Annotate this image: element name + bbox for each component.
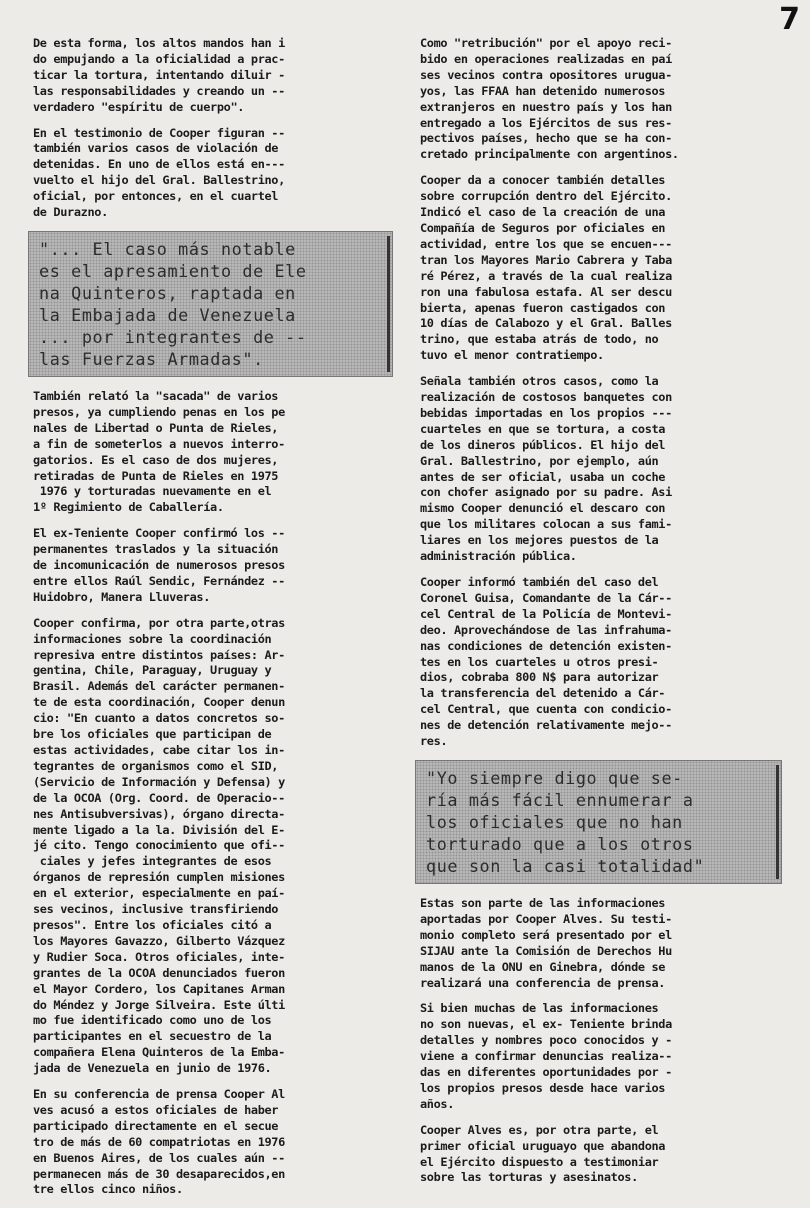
- paragraph-high-command: De esta forma, los altos mandos han i do empujando a la oficialidad a prac- ticar la tortura, intentando diluir - las responsabilidades y creando un -- verdadero "espíritu de cuerpo".: [33, 36, 285, 114]
- quote-bar: [776, 765, 779, 879]
- pull-quote-text: "... El caso más notable es el apresamiento de Ele na Quinteros, raptada en la Embajada de Venezuela ... por integrantes de -- las Fuerzas Armadas".: [39, 238, 307, 369]
- paragraph-transfers: El ex-Teniente Cooper confirmó los -- permanentes traslados y la situación de incomunicación de numerosos presos entre ellos Raúl Sendic, Fernández -- Huidobro, Manera Lluveras.: [33, 526, 285, 604]
- left-column: [33, 36, 393, 1208]
- paragraph-first-officer: Cooper Alves es, por otra parte, el primer oficial uruguayo que abandona el Ejército dispuesto a testimoniar sobre las torturas y asesinatos.: [420, 1122, 666, 1185]
- paragraph-press-conference: En su conferencia de prensa Cooper Al ves acusó a estos oficiales de haber participado directamente en el secue tro de más de 60 compatriotas en 1976 en Buenos Aires, de los cuales aún -- permanecen más de 30 desaparecidos,en tre ellos cinco niños.: [33, 1087, 285, 1197]
- paragraph-sijau: Estas son parte de las informaciones aportadas por Cooper Alves. Su testi- monio completo será presentado por el SIJAU ante la Comisión de Derechos Hu manos de la ONU en Ginebra, dónde se realizará una conferencia de prensa.: [420, 895, 672, 990]
- paragraph-corruption: Cooper da a conocer también detalles sobre corrupción dentro del Ejército. Indicó el caso de la creación de una Compañía de Seguros por oficiales en actividad, entre los que se encuen--- tran los Mayores Mario Cabrera y Taba ré Pérez, a través de la cual realiza ron una fabulosa estafa. Al ser descu bierta, apenas fueron castigados con 10 días de Calabozo y el Gral. Balles trino, que estaba atrás de todo, no tuvo el menor contratiempo.: [420, 173, 672, 363]
- paragraph-banquets: Señala también otros casos, como la realización de costosos banquetes con bebidas importadas en los propios --- cuarteles en que se tortura, a costa de los dineros públicos. El hijo del Gral. Ballestrino, por ejemplo, aún antes de ser oficial, usaba un coche con chofer asignado por su padre. Asi mismo Cooper denunció el descaro con que los militares colocan a sus fami- liares en los mejores puestos de la administración pública.: [420, 374, 672, 564]
- paragraph-violations: En el testimonio de Cooper figuran -- también varios casos de violación de detenidas. En uno de ellos está en--- vuelto el hijo del Gral. Ballestrino, oficial, por entonces, en el cuartel de Durazno.: [33, 125, 285, 220]
- page-number: 7: [779, 2, 800, 37]
- pull-quote-quinteros: [28, 231, 393, 377]
- paragraph-coordination: Cooper confirma, por otra parte,otras informaciones sobre la coordinación represiva entre distintos países: Ar- gentina, Chile, Paraguay, Uruguay y Brasil. Además del carácter permanen- te de esta coordinación, Cooper denun cio: "En cuanto a datos concretos so- bre los oficiales que participan de estas actividades, cabe citar los in- tegrantes de organismos como el SID, (Servicio de Información y Defensa) y de la OCOA (Org. Coord. de Operacio-- nes Antisubversivas), órgano directa- mente ligado a la la. División del E- jé cito. Tengo conocimiento que ofi-- ciales y jefes integrantes de esos órganos de represión cumplen misiones en el exterior, especialmente en paí- ses vecinos, inclusive transfiriendo presos". Entre los oficiales citó a los Mayores Gavazzo, Gilberto Vázquez y Rudier Soca. Otros oficiales, inte- grantes de la OCOA denunciados fueron el Mayor Cordero, los Capitanes Arman do Méndez y Jorge Silveira. Este últi mo fue identificado como uno de los participantes en el secuestro de la compañera Elena Quinteros de la Emba- jada de Venezuela en junio de 1976.: [33, 615, 285, 1076]
- paragraph-sacada: También relató la "sacada" de varios presos, ya cumpliendo penas en los pe nales de Libertad o Punta de Rieles, a fin de someterlos a nuevos interro- gatorios. Es el caso de dos mujeres, retiradas de Punta de Rieles en 1975 1976 y torturadas nuevamente en el 1º Regimiento de Caballería.: [33, 388, 285, 515]
- paragraph-retribution: Como "retribución" por el apoyo reci- bido en operaciones realizadas en paí ses vecinos contra opositores urugua- yos, las FFAA han detenido numerosos extranjeros en nuestro país y los han entregado a los Ejércitos de sus res- pectivos países, hecho que se ha con- cretado principalmente con argentinos.: [420, 36, 679, 162]
- quote-bar: [387, 236, 390, 372]
- paragraph-guisa: Cooper informó también del caso del Coronel Guisa, Comandante de la Cár-- cel Central de la Policía de Montevi- deo. Aprovechándose de las infrahuma- nas condiciones de detención existen- tes en los cuarteles u otros presi- dios, cobraba 800 N$ para autorizar la transferencia del detenido a Cár- cel Central, que cuenta con condicio- nes de detención relativamente mejo-- res.: [420, 575, 672, 749]
- right-column: [420, 36, 782, 1196]
- pull-quote-officers: [415, 760, 782, 884]
- paragraph-not-new: Si bien muchas de las informaciones no son nuevas, el ex- Teniente brinda detalles y nombres poco conocidos y - viene a confirmar denuncias realiza-- das en diferentes oportunidades por - los propios presos desde hace varios años.: [420, 1001, 672, 1111]
- pull-quote-text: "Yo siempre digo que se- ría más fácil ennumerar a los oficiales que no han torturado que a los otros que son la casi totalidad": [426, 767, 705, 876]
